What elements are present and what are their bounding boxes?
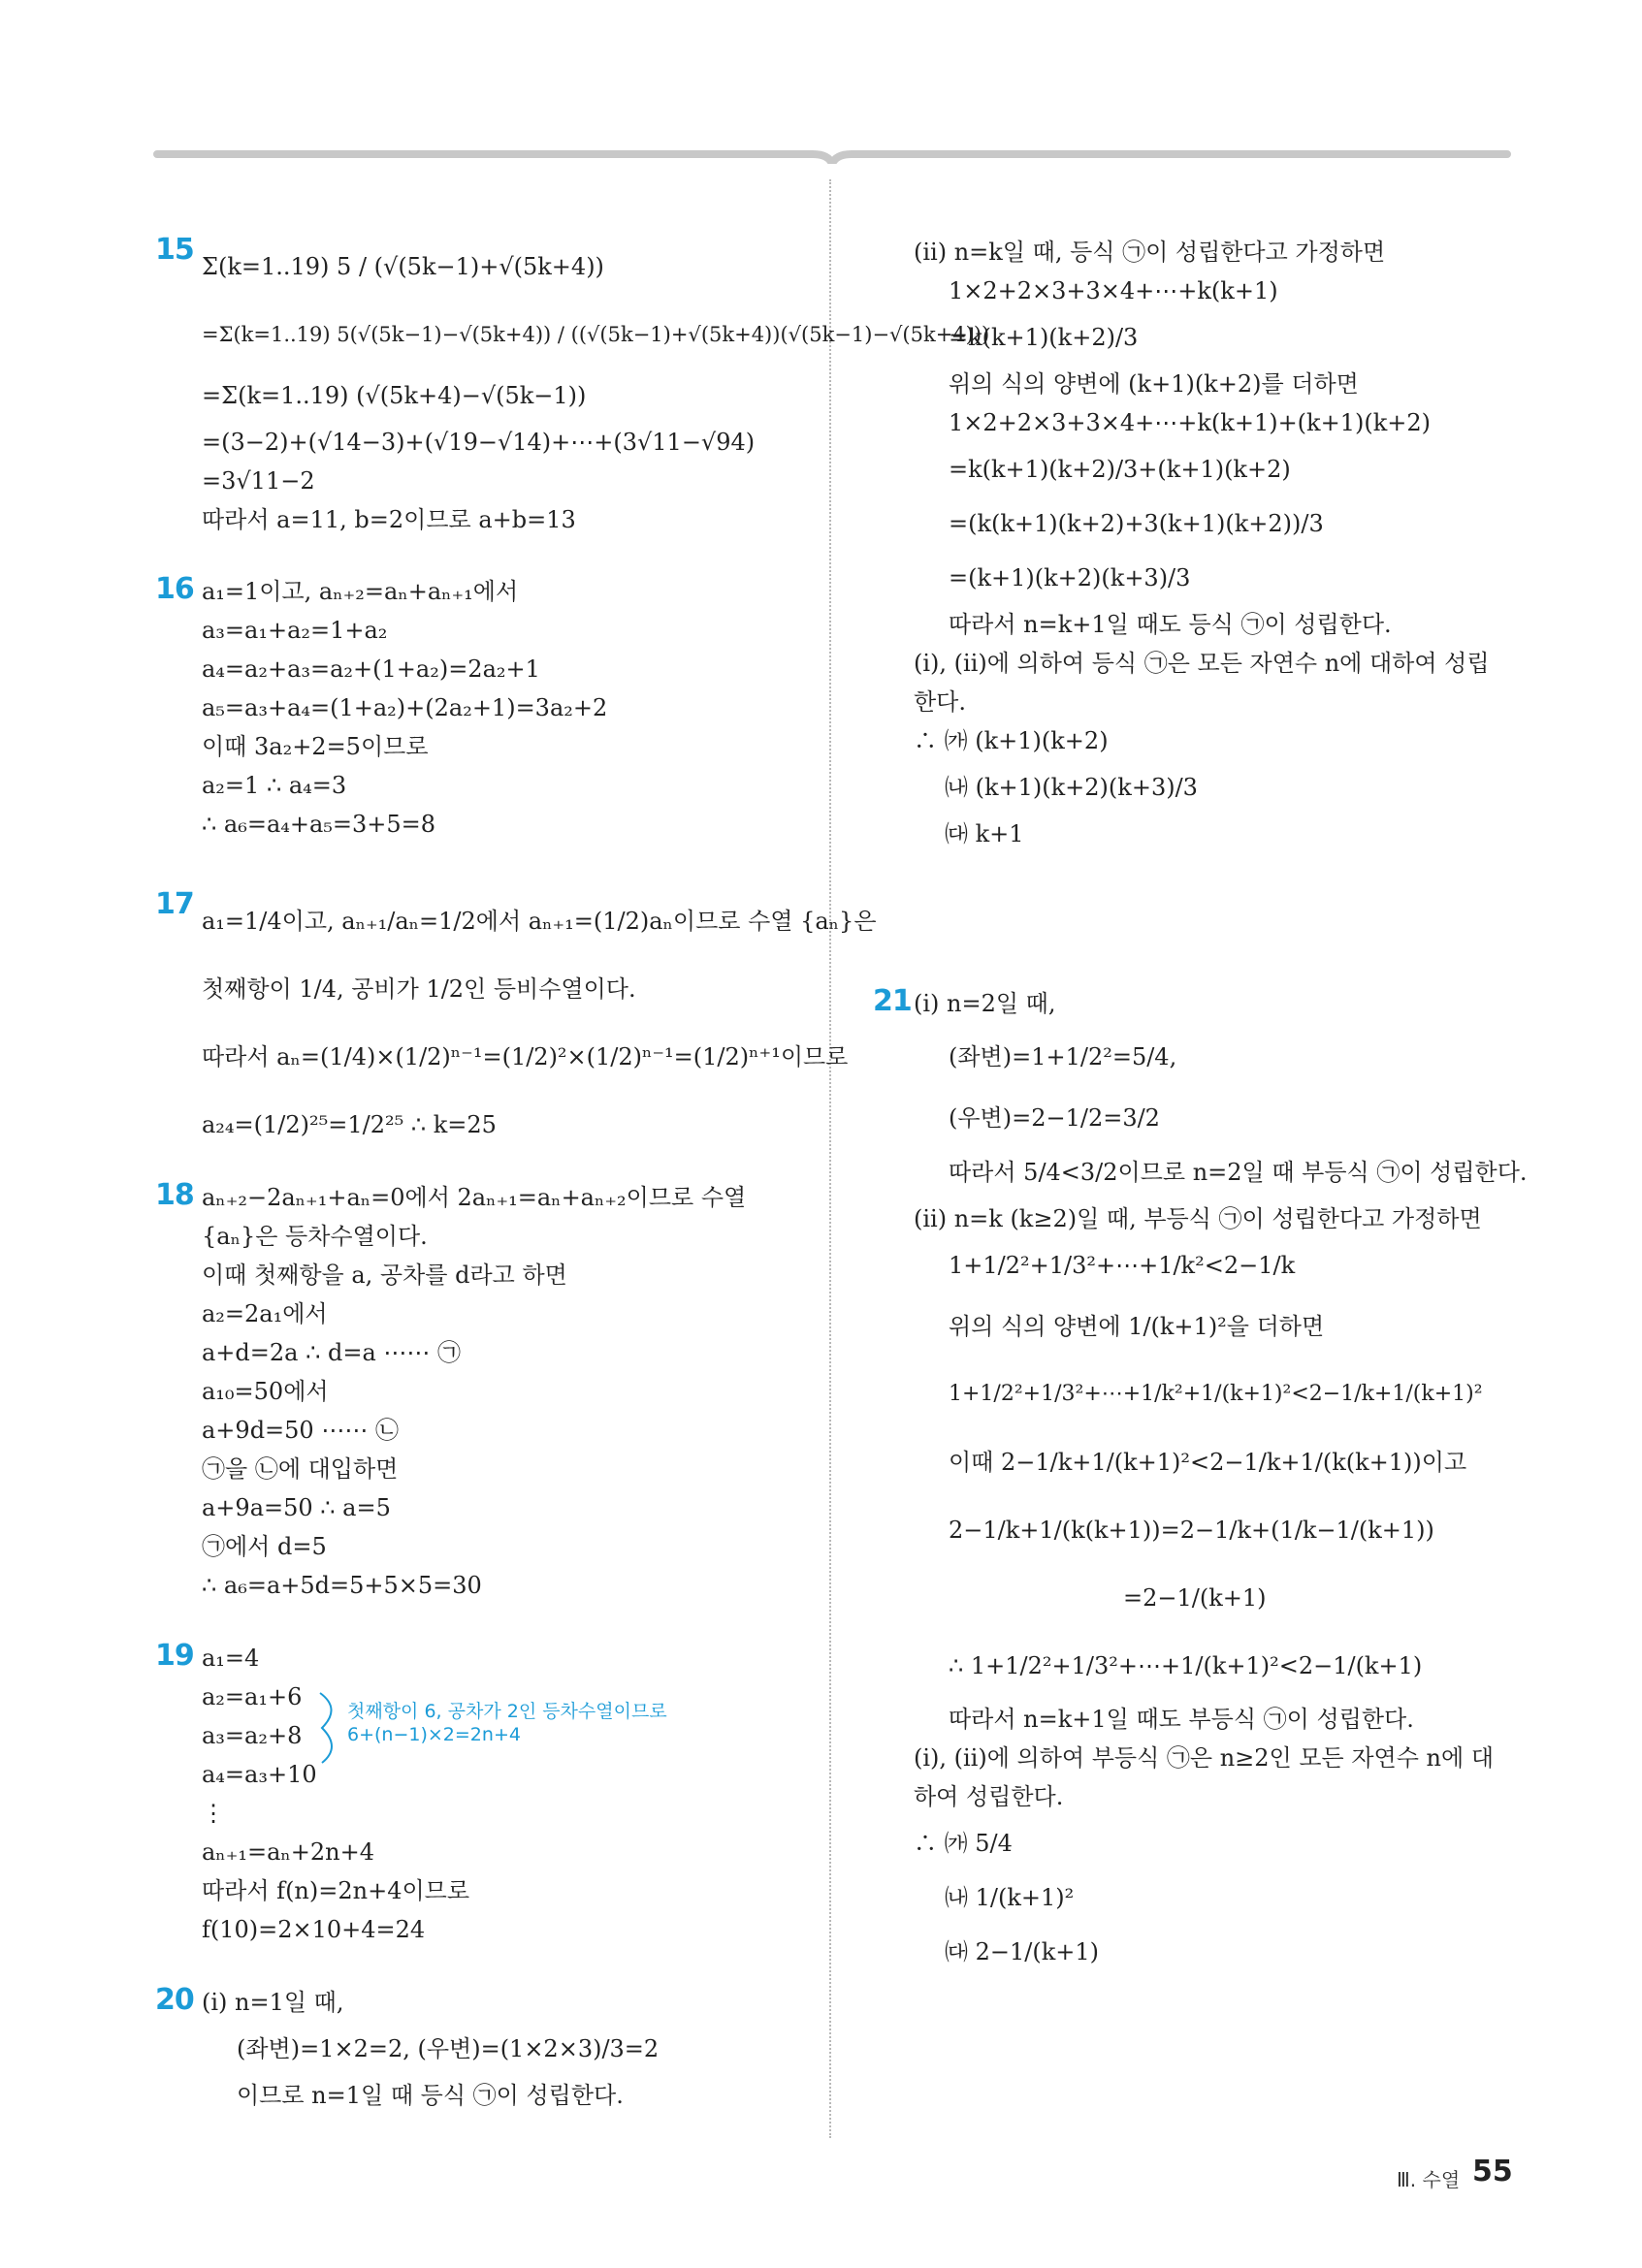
solution-line: a₁=1/4이고, aₙ₊₁/aₙ=1/2에서 aₙ₊₁=(1/2)aₙ이므로 수열 {aₙ}은 [202,908,877,935]
problem-number: 18 [155,1178,194,1212]
problem-20 [155,1983,795,2138]
solution-line: =Σ(k=1..19) (√(5k+4)−√(5k−1)) [202,382,587,409]
solution-line: ㈐ k+1 [945,820,1024,847]
solution-line: ∴ a₆=a+5d=5+5×5=30 [202,1572,482,1599]
solution-line: ㉠에서 d=5 [202,1533,327,1560]
solution-line: (ⅱ) n=k (k≥2)일 때, 부등식 ㉠이 성립한다고 가정하면 [914,1205,1482,1232]
solution-line: ㉠을 ㉡에 대입하면 [202,1455,399,1483]
problem-17 [155,887,877,1178]
solution-line: (좌변)=1×2=2, (우변)=(1×2×3)/3=2 [237,2035,660,2062]
solution-line: {aₙ}은 등차수열이다. [202,1223,428,1250]
solution-line: 1+1/2²+1/3²+⋯+1/k²<2−1/k [949,1252,1296,1279]
solution-line: 1×2+2×3+3×4+⋯+k(k+1)+(k+1)(k+2) [949,409,1431,436]
solution-line: =2−1/(k+1) [1123,1584,1267,1612]
solution-line: =k(k+1)(k+2)/3 [949,324,1139,351]
solution-line: 따라서 n=k+1일 때도 등식 ㉠이 성립한다. [949,611,1392,638]
solution-line: a+9a=50 ∴ a=5 [202,1494,391,1521]
solution-line: =(3−2)+(√14−3)+(√19−√14)+⋯+(3√11−√94) [202,429,756,456]
solution-line: 따라서 aₙ=(1/4)×(1/2)ⁿ⁻¹=(1/2)²×(1/2)ⁿ⁻¹=(1/2)ⁿ⁺¹이므로 [202,1043,849,1070]
solution-line: =(k(k+1)(k+2)+3(k+1)(k+2))/3 [949,510,1324,537]
solution-line: 이때 첫째항을 a, 공차를 d라고 하면 [202,1262,567,1289]
bracket-arrow-icon [316,1689,345,1767]
solution-line: 하여 성립한다. [914,1783,1064,1810]
solution-line: ㈏ 1/(k+1)² [945,1884,1075,1911]
solution-line: 첫째항이 1/4, 공비가 1/2인 등비수열이다. [202,975,636,1003]
solution-line: =3√11−2 [202,467,315,495]
problem-number: 20 [155,1983,194,2017]
solution-line: 따라서 n=k+1일 때도 부등식 ㉠이 성립한다. [949,1706,1414,1733]
right-column [873,233,1528,2119]
solution-line: 한다. [914,688,966,716]
problem-19 [155,1639,795,1983]
solution-line: (ⅰ) n=1일 때, [202,1989,344,2016]
solution-line: ㈐ 2−1/(k+1) [945,1938,1100,1965]
solution-line: 이므로 n=1일 때 등식 ㉠이 성립한다. [237,2082,624,2109]
solution-line: 따라서 a=11, b=2이므로 a+b=13 [202,506,576,533]
solution-line: a₂=2a₁에서 [202,1300,328,1327]
page-number: 55 [1472,2155,1513,2188]
solution-line: (좌변)=1+1/2²=5/4, [949,1043,1177,1070]
solution-line: (우변)=2−1/2=3/2 [949,1104,1160,1132]
solution-line: Σ(k=1..19) 5 / (√(5k−1)+√(5k+4)) [202,253,604,280]
problem-21 [873,984,1528,2119]
problem-number: 19 [155,1639,194,1673]
solution-line: ∴ ㈎ (k+1)(k+2) [914,727,1109,754]
solution-line: aₙ₊₁=aₙ+2n+4 [202,1838,374,1866]
solution-line: 2−1/k+1/(k(k+1))=2−1/k+(1/k−1/(k+1)) [949,1517,1434,1544]
top-divider-bar [153,150,1511,164]
solution-line: (ⅰ), (ⅱ)에 의하여 등식 ㉠은 모든 자연수 n에 대하여 성립 [914,650,1490,677]
solution-line: 1+1/2²+1/3²+⋯+1/k²+1/(k+1)²<2−1/k+1/(k+1)² [949,1382,1483,1406]
solution-line: ∴ ㈎ 5/4 [914,1830,1013,1857]
solution-line: a₁₀=50에서 [202,1378,329,1405]
section-label: Ⅲ. 수열 [1397,2168,1461,2191]
problem-number: 16 [155,572,194,606]
solution-line: a+9d=50 ⋯⋯ ㉡ [202,1417,399,1444]
solution-line: (ⅰ), (ⅱ)에 의하여 부등식 ㉠은 n≥2인 모든 자연수 n에 대 [914,1744,1495,1772]
solution-line: a₄=a₂+a₃=a₂+(1+a₂)=2a₂+1 [202,655,540,683]
solution-line: ∴ a₆=a₄+a₅=3+5=8 [202,811,436,838]
problem-number: 21 [873,984,912,1018]
solution-line: a₂₄=(1/2)²⁵=1/2²⁵ ∴ k=25 [202,1111,497,1138]
solution-line: a₃=a₁+a₂=1+a₂ [202,617,388,644]
problem-number: 15 [155,233,194,267]
solution-line: a₁=1이고, aₙ₊₂=aₙ+aₙ₊₁에서 [202,578,519,605]
solution-line: =k(k+1)(k+2)/3+(k+1)(k+2) [949,456,1291,483]
solution-line: 따라서 5/4<3/2이므로 n=2일 때 부등식 ㉠이 성립한다. [949,1159,1528,1186]
solution-line: 이때 3a₂+2=5이므로 [202,733,429,760]
solution-line: 이때 2−1/k+1/(k+1)²<2−1/k+1/(k(k+1))이고 [949,1449,1467,1476]
solution-line: 따라서 f(n)=2n+4이므로 [202,1877,470,1904]
solution-line: a₅=a₃+a₄=(1+a₂)+(2a₂+1)=3a₂+2 [202,694,608,721]
solution-line: ∴ 1+1/2²+1/3²+⋯+1/(k+1)²<2−1/(k+1) [949,1652,1423,1679]
solution-line: a₂=a₁+6 [202,1683,303,1710]
solution-line: f(10)=2×10+4=24 [202,1916,426,1943]
solution-line: (ⅱ) n=k일 때, 등식 ㉠이 성립한다고 가정하면 [914,239,1386,266]
problem-20-continued [873,233,1513,984]
solution-line: =Σ(k=1..19) 5(√(5k−1)−√(5k+4)) / ((√(5k−1)+√(5k+4))(√(5k−1)−√(5k+4))) [202,323,990,346]
annotation-note: 첫째항이 6, 공차가 2인 등차수열이므로 [347,1701,667,1722]
solution-line: a₂=1 ∴ a₄=3 [202,772,347,799]
solution-line: =(k+1)(k+2)(k+3)/3 [949,564,1191,591]
annotation-note: 6+(n−1)×2=2n+4 [347,1724,521,1745]
solution-line: aₙ₊₂−2aₙ₊₁+aₙ=0에서 2aₙ₊₁=aₙ+aₙ₊₂이므로 수열 [202,1184,747,1211]
solution-line: 1×2+2×3+3×4+⋯+k(k+1) [949,277,1278,304]
problem-15 [155,233,990,572]
problem-number: 17 [155,887,194,921]
solution-line: ⋮ [202,1800,225,1827]
solution-line: (ⅰ) n=2일 때, [914,990,1056,1017]
solution-line: a₃=a₂+8 [202,1722,303,1749]
solution-line: 위의 식의 양변에 1/(k+1)²을 더하면 [949,1313,1325,1340]
problem-18 [155,1178,795,1639]
solution-line: ㈏ (k+1)(k+2)(k+3)/3 [945,774,1198,801]
problem-16 [155,572,795,887]
solution-line: a₁=4 [202,1645,260,1672]
solution-line: 위의 식의 양변에 (k+1)(k+2)를 더하면 [949,370,1359,398]
solution-line: a₄=a₃+10 [202,1761,317,1788]
solution-line: a+d=2a ∴ d=a ⋯⋯ ㉠ [202,1339,462,1366]
